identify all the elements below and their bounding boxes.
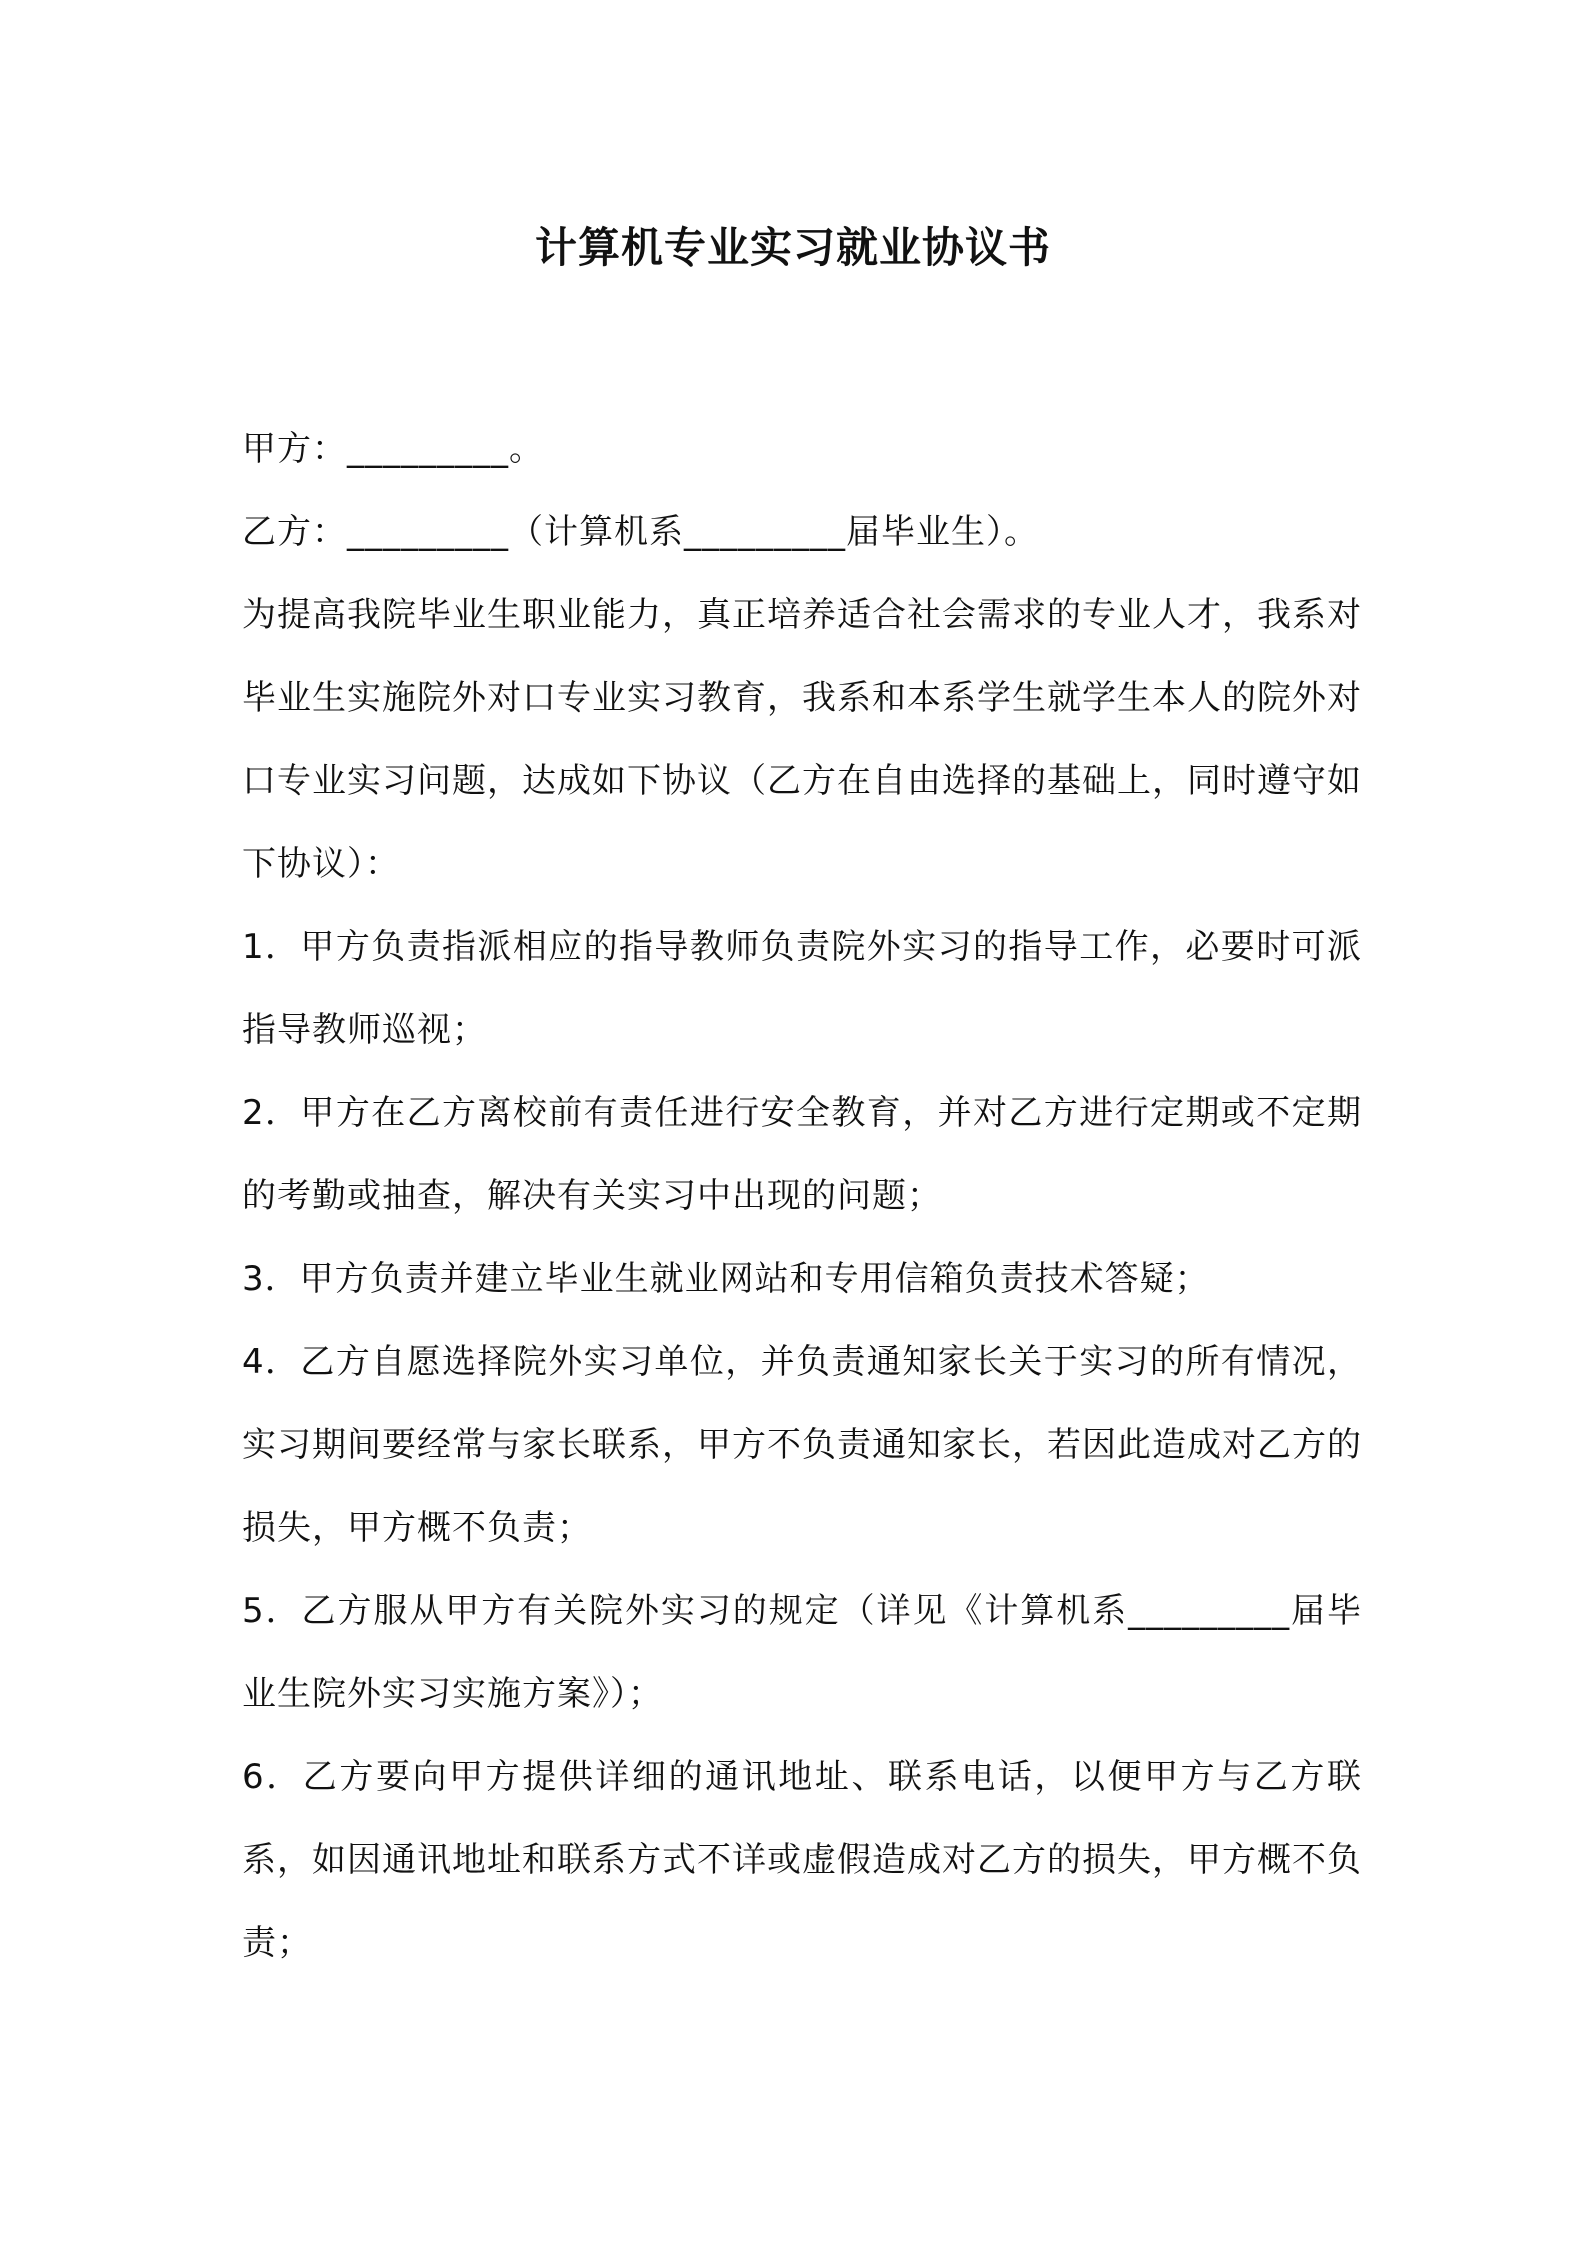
clause-3: 3．甲方负责并建立毕业生就业网站和专用信箱负责技术答疑；: [242, 1259, 1210, 1299]
document-body: [242, 408, 1362, 1985]
party-a-line: 甲方：_________。: [242, 429, 544, 469]
clause-4: 4．乙方自愿选择院外实习单位，并负责通知家长关于实习的所有情况，实习期间要经常与家长联系，甲方不负责通知家长，若因此造成对乙方的损失，甲方概不负责；: [242, 1342, 1362, 1548]
preamble-paragraph: 为提高我院毕业生职业能力，真正培养适合社会需求的专业人才，我系对毕业生实施院外对口专业实习教育，我系和本系学生就学生本人的院外对口专业实习问题，达成如下协议（乙方在自由选择的基础上，同时遵守如下协议）：: [242, 595, 1362, 884]
clause-2: 2．甲方在乙方离校前有责任进行安全教育，并对乙方进行定期或不定期的考勤或抽查，解决有关实习中出现的问题；: [242, 1093, 1362, 1216]
clause-5: 5．乙方服从甲方有关院外实习的规定（详见《计算机系_________届毕业生院外实习实施方案》）；: [242, 1591, 1362, 1714]
clause-1: 1．甲方负责指派相应的指导教师负责院外实习的指导工作，必要时可派指导教师巡视；: [242, 927, 1362, 1050]
document-title: 计算机专业实习就业协议书: [534, 223, 1051, 272]
clause-6: 6．乙方要向甲方提供详细的通讯地址、联系电话，以便甲方与乙方联系，如因通讯地址和联系方式不详或虚假造成对乙方的损失，甲方概不负责；: [242, 1757, 1362, 1963]
party-b-line: 乙方：_________（计算机系_________届毕业生）。: [242, 512, 1039, 552]
